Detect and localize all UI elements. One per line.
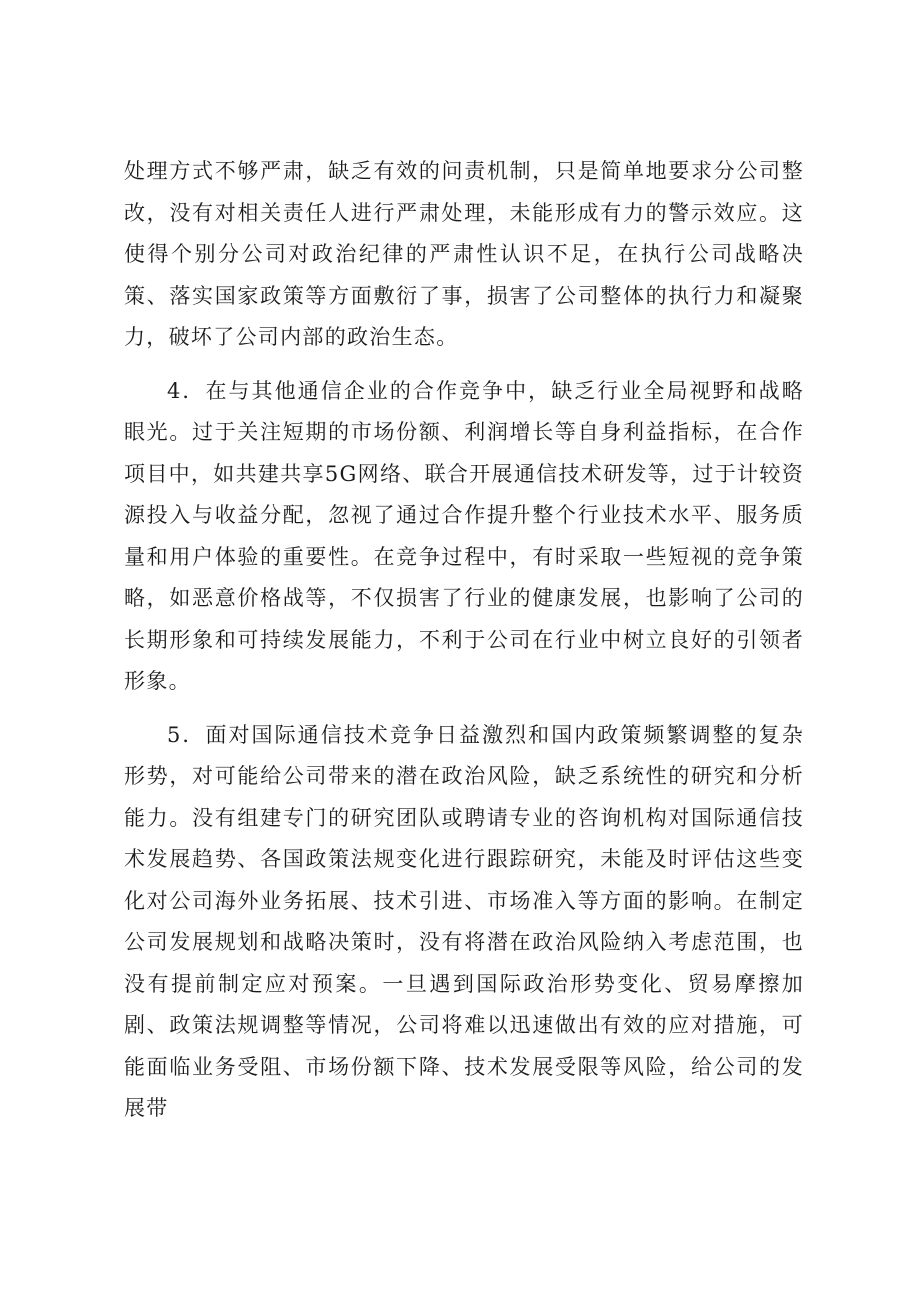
document-body (124, 151, 804, 1142)
paragraph-item-5: 5．面对国际通信技术竞争日益激烈和国内政策频繁调整的复杂形势，对可能给公司带来的潜在政治风险，缺乏系统性的研究和分析能力。没有组建专门的研究团队或聘请专业的咨询机构对国际通信技术发展趋势、各国政策法规变化进行跟踪研究，未能及时评估这些变化对公司海外业务拓展、技术引进、市场准入等方面的影响。在制定公司发展规划和战略决策时，没有将潜在政治风险纳入考虑范围，也没有提前制定应对预案。一旦遇到国际政治形势变化、贸易摩擦加剧、政策法规调整等情况，公司将难以迅速做出有效的应对措施，可能面临业务受阻、市场份额下降、技术发展受限等风险，给公司的发展带 (124, 722, 804, 1120)
paragraph-continuation: 处理方式不够严肃，缺乏有效的问责机制，只是简单地要求分公司整改，没有对相关责任人进行严肃处理，未能形成有力的警示效应。这使得个别分公司对政治纪律的严肃性认识不足，在执行公司战略决策、落实国家政策等方面敷衍了事，损害了公司整体的执行力和凝聚力，破坏了公司内部的政治生态。 (124, 159, 804, 349)
paragraph-item-4: 4．在与其他通信企业的合作竞争中，缺乏行业全局视野和战略眼光。过于关注短期的市场份额、利润增长等自身利益指标，在合作项目中，如共建共享5G网络、联合开展通信技术研发等，过于计较资源投入与收益分配，忽视了通过合作提升整个行业技术水平、服务质量和用户体验的重要性。在竞争过程中，有时采取一些短视的竞争策略，如恶意价格战等，不仅损害了行业的健康发展，也影响了公司的长期形象和可持续发展能力，不利于公司在行业中树立良好的引领者形象。 (124, 378, 804, 693)
